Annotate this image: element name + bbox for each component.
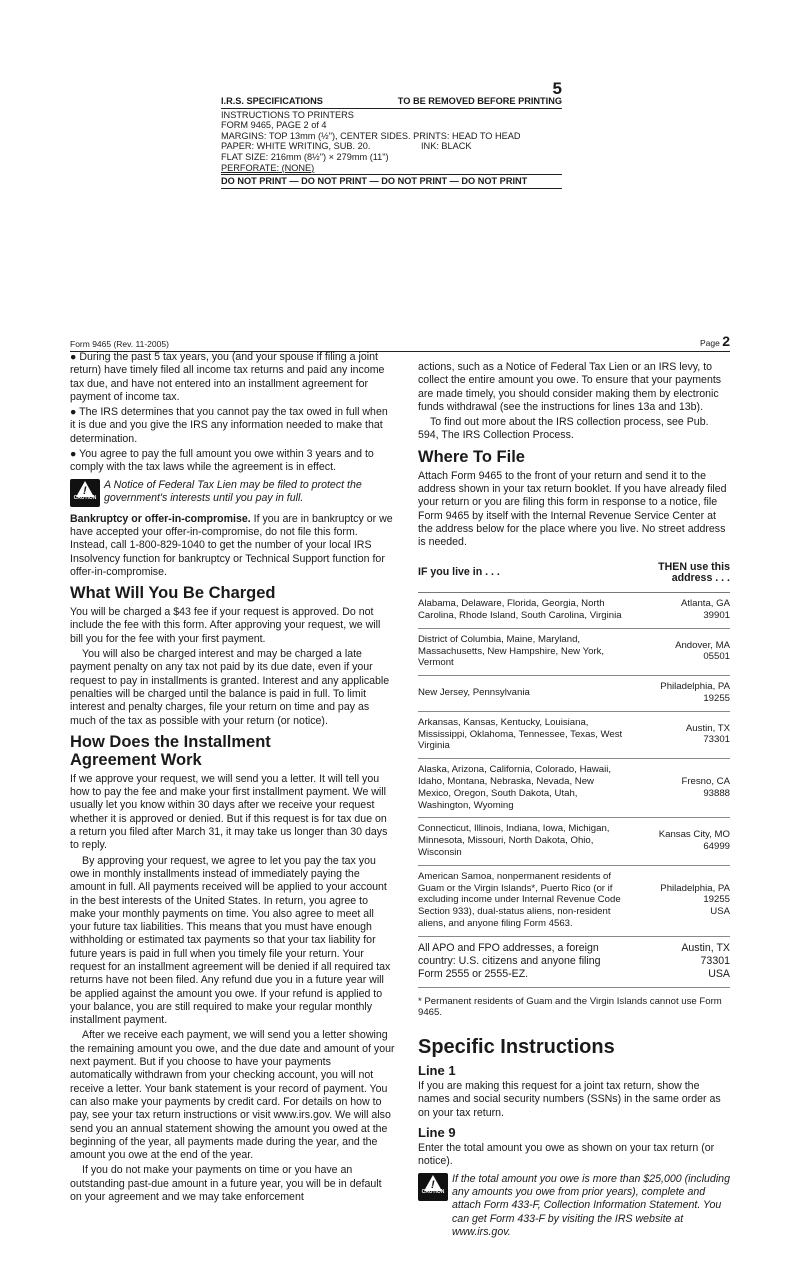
paragraph: actions, such as a Notice of Federal Tax Lien or an IRS levy, to collect the entire amount you owe. To ensure that your payments are made timely, you should consider making them by electronic funds withdrawal (see the instructions for lines 13a and 13b). [418, 361, 722, 413]
section-heading: Where To File [418, 447, 525, 466]
bullet-item: ● You agree to pay the full amount you owe within 3 years and to comply with the tax laws while the agreement is in effect. [70, 448, 374, 474]
address-cell: Andover, MA 05501 [624, 628, 730, 675]
states-cell: Alaska, Arizona, California, Colorado, Hawaii, Idaho, Montana, Nebraska, Nevada, New Mexico, Oregon, South Dakota, Utah, Washington, Wyoming [418, 759, 624, 818]
table-row [418, 628, 730, 675]
table-row [418, 936, 730, 987]
states-cell: Arkansas, Kansas, Kentucky, Louisiana, Mississippi, Oklahoma, Tennessee, Texas, West Virginia [418, 711, 624, 758]
paragraph: If you are making this request for a joint tax return, show the names and social security numbers (SSNs) in the same order as on your tax return. [418, 1079, 721, 1119]
printer-specifications [221, 79, 562, 189]
page-number: 2 [722, 333, 730, 349]
spec-line: PAPER: WHITE WRITING, SUB. 20. [221, 141, 371, 152]
address-cell: Atlanta, GA 39901 [624, 593, 730, 629]
bankruptcy-paragraph: Bankruptcy or offer-in-compromise. If you are in bankruptcy or we have accepted your offer-in-compromise, do not file this form. Instead, call 1-800-829-1040 to get the number of your local IRS Insolvency function for bankruptcy or Technical Support function for offer-in-compromise. [70, 512, 393, 578]
column-header: THEN use this address . . . [624, 558, 730, 593]
subheading: Line 1 [418, 1062, 456, 1078]
states-cell: New Jersey, Pennsylvania [418, 676, 624, 712]
caution-text: If the total amount you owe is more than $25,000 (including any amounts you owe from prior years), complete and attach Form 433-F, Collection Information Statement. You can get Form 433-F by visiting the IRS website at www.irs.gov. [452, 1172, 730, 1238]
table-row [418, 818, 730, 865]
states-cell: All APO and FPO addresses, a foreign country: U.S. citizens and anyone filing Form 2555 or 2555-EZ. [418, 936, 624, 987]
paragraph: If you do not make your payments on time or you have an outstanding past-due amount in a future year, you will be in default on your agreement and we may take enforcement [70, 1164, 382, 1204]
section-heading: Specific Instructions [418, 1035, 615, 1058]
states-cell: Connecticut, Illinois, Indiana, Iowa, Michigan, Minnesota, Missouri, North Dakota, Ohio, Wisconsin [418, 818, 624, 865]
table-row [418, 711, 730, 758]
bullet-item: ● During the past 5 tax years, you (and your spouse if filing a joint return) have timely filed all income tax returns and paid any income tax due, and have not entered into an installment agreement for payment of income tax. [70, 351, 385, 403]
caution-note [70, 479, 395, 507]
paragraph: Attach Form 9465 to the front of your return and send it to the address shown in your tax return booklet. If you have already filed your return or you are filing this form in response to a notice, file Form 9465 by itself with the Internal Revenue Service Center at the address below for the place where you live. No street address is needed. [418, 469, 727, 549]
spec-line: PERFORATE: (NONE) [221, 162, 315, 173]
form-header [70, 333, 730, 352]
spec-line: FLAT SIZE: 216mm (8½") × 279mm (11") [221, 151, 389, 162]
paragraph: After we receive each payment, we will send you a letter showing the remaining amount you owe, and the due date and amount of your next payment. But if you choose to have your payments automatically withdrawn from your checking account, you will not receive a letter. Your bank statement is your record of payment. You can also make your payments by credit card. For details on how to pay, see your tax return instructions or visit www.irs.gov. We will also send you an annual statement showing the amount you owed at the beginning of the year, all payments made during the year, and the amount you owe at the end of the year. [70, 1029, 395, 1162]
spec-remove: TO BE REMOVED BEFORE PRINTING [397, 96, 562, 106]
caution-icon: ! CAUTION [418, 1173, 448, 1201]
address-cell: Austin, TX 73301 [624, 711, 730, 758]
right-column [418, 361, 730, 1245]
caution-icon: ! CAUTION [70, 479, 100, 507]
column-header: IF you live in . . . [418, 558, 624, 593]
paragraph: By approving your request, we agree to let you pay the tax you owe in monthly installments instead of immediately paying the amount in full. All payments received will be applied to your account in the best interests of the United States. In return, you agree to make your monthly payments on time. You also agree to meet all your future tax liabilities. This means that you must have enough withholding or estimated tax payments so that your tax liability for future years is paid in full when you timely file your return. Your request for an installment agreement will be denied if all required tax returns have not been filed. Any refund due you in a future year will be applied against the amount you owe. If your refund is applied to your balance, you are still required to make your regular monthly installment payment. [70, 854, 391, 1027]
spec-page-number: 5 [552, 79, 562, 98]
table-row [418, 593, 730, 629]
address-cell: Kansas City, MO 64999 [624, 818, 730, 865]
spec-line: FORM 9465, PAGE 2 of 4 [221, 120, 327, 131]
paragraph: If we approve your request, we will send you a letter. It will tell you how to pay the fee and make your first installment payment. We will usually let you know within 30 days after we receive your request whether it is approved or denied. But if this request is for tax due on a return you filed after March 31, it may take us longer than 30 days to reply. [70, 772, 388, 852]
subheading: Line 9 [418, 1124, 456, 1140]
table-row [418, 676, 730, 712]
spec-line: MARGINS: TOP 13mm (½"), CENTER SIDES. PRINTS: HEAD TO HEAD [221, 130, 521, 141]
paragraph: To find out more about the IRS collection process, see Pub. 594, The IRS Collection Process. [418, 416, 709, 442]
spec-line: INSTRUCTIONS TO PRINTERS [221, 109, 354, 120]
do-not-print: DO NOT PRINT — DO NOT PRINT — DO NOT PRINT — DO NOT PRINT [221, 174, 562, 189]
caution-note [418, 1173, 730, 1239]
table-row [418, 759, 730, 818]
section-heading: How Does the Installment Agreement Work [70, 732, 271, 769]
caution-text: A Notice of Federal Tax Lien may be filed to protect the government's interests until you pay in full. [104, 478, 362, 504]
address-table [418, 558, 730, 988]
footnote: * Permanent residents of Guam and the Virgin Islands cannot use Form 9465. [418, 995, 722, 1018]
bullet-item: ● The IRS determines that you cannot pay the tax owed in full when it is due and you give the IRS any information needed to make that determination. [70, 406, 388, 445]
left-column [70, 351, 395, 1206]
address-cell: Fresno, CA 93888 [624, 759, 730, 818]
paragraph: You will be charged a $43 fee if your request is approved. Do not include the fee with this form. After approving your request, we will bill you for the fee with your first payment. [70, 606, 381, 645]
form-id: Form 9465 (Rev. 11-2005) [70, 339, 169, 349]
states-cell: American Samoa, nonpermanent residents of Guam or the Virgin Islands*, Puerto Rico (or if excluding income under Internal Revenue Code Section 933), dual-status aliens, non-resident aliens, and anyone filing Form 4563. [418, 865, 624, 936]
paragraph: You will also be charged interest and may be charged a late payment penalty on any tax not paid by its due date, even if your request to pay in installments is granted. Interest and any applicable penalties will be charged until the balance is paid in full. To limit interest and penalty charges, file your return on time and pay as much of the tax as possible with your return (or notice). [70, 648, 390, 727]
table-row [418, 865, 730, 936]
spec-line: INK: BLACK [421, 141, 472, 152]
page-label: Page [699, 338, 720, 348]
spec-title: I.R.S. SPECIFICATIONS [221, 96, 323, 106]
states-cell: District of Columbia, Maine, Maryland, Massachusetts, New Hampshire, New York, Vermont [418, 628, 624, 675]
address-cell: Austin, TX 73301 USA [624, 936, 730, 987]
address-cell: Philadelphia, PA 19255 USA [624, 865, 730, 936]
states-cell: Alabama, Delaware, Florida, Georgia, North Carolina, Rhode Island, South Carolina, Virginia [418, 593, 624, 629]
paragraph: Enter the total amount you owe as shown on your tax return (or notice). [418, 1142, 715, 1168]
section-heading: What Will You Be Charged [70, 584, 276, 603]
address-cell: Philadelphia, PA 19255 [624, 676, 730, 712]
